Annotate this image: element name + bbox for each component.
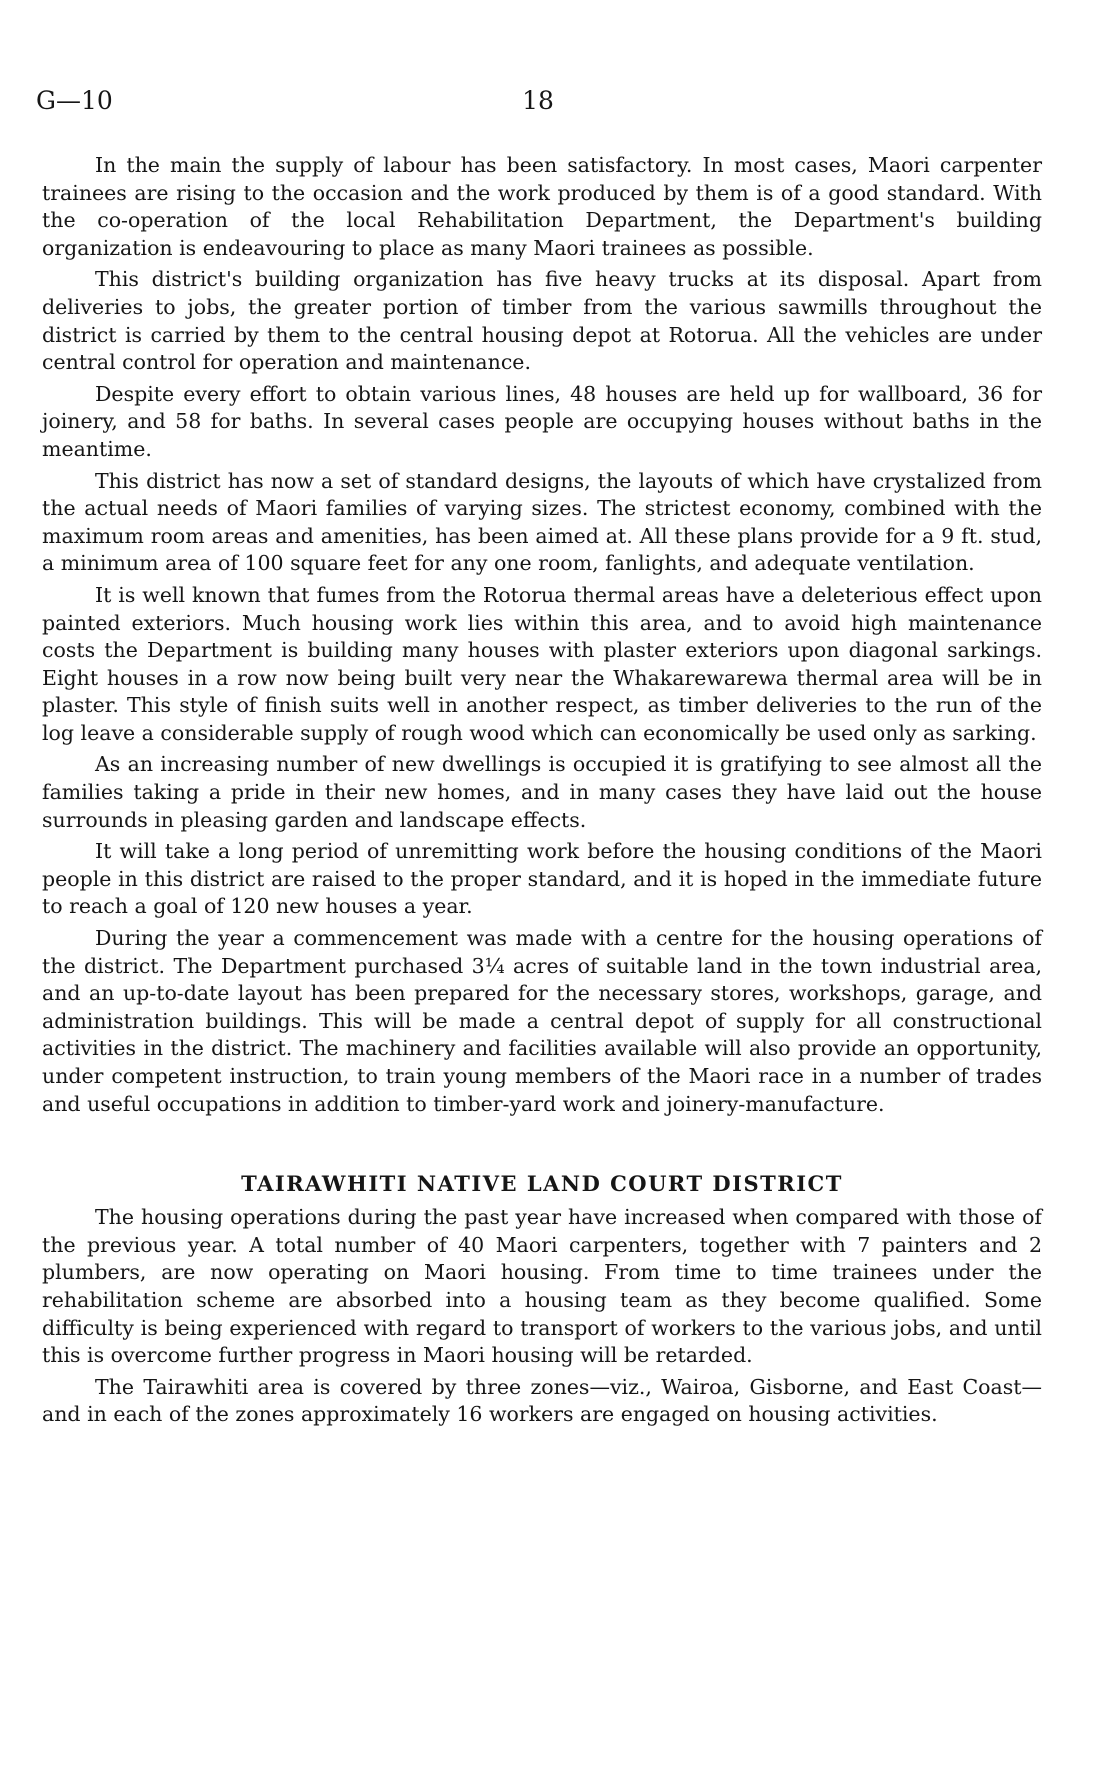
- paragraph-housing-goal: It will take a long period of unremitting work before the housing conditions of the Maori people in this district are raised to the proper standard, and it is hoped in the immediate future to reach a goal of 120 new houses a year.: [42, 839, 1042, 919]
- paragraph-family-pride: As an increasing number of new dwellings is occupied it is gratifying to see almost all the families taking a pride in their new homes, and in many cases they have laid out the house surrounds in pleasing garden and landscape effects.: [42, 752, 1042, 832]
- paragraph-houses-held-up: Despite every effort to obtain various lines, 48 houses are held up for wallboard, 36 for joinery, and 58 for baths. In several cases people are occupying houses without baths in the meantime.: [42, 381, 1042, 461]
- paragraph-tairawhiti-zones: The Tairawhiti area is covered by three zones—viz., Wairoa, Gisborne, and East Coast—and in each of the zones approximately 16 workers are engaged on housing activities.: [42, 1374, 1042, 1427]
- paragraph-housing-centre: During the year a commencement was made with a centre for the housing operations of the district. The Department purchased 3¼ acres of suitable land in the town industrial area, and an up-to-date layout has been prepared for the necessary stores, workshops, garage, and administration buildings. This will be made a central depot of supply for all constructional activities in the district. The machinery and facilities available will also provide an opportunity, under competent instruction, to train young members of the Maori race in a number of trades and useful occupations in addition to timber-yard work and joinery-manufacture.: [42, 926, 1042, 1116]
- paragraph-standard-designs: This district has now a set of standard designs, the layouts of which have crystalized from the actual needs of Maori families of varying sizes. The strictest economy, combined with the maximum room areas and amenities, has been aimed at. All these plans provide for a 9 ft. stud, a minimum area of 100 square feet for any one room, fanlights, and adequate ventilation.: [42, 468, 1042, 576]
- paragraph-thermal-fumes: It is well known that fumes from the Rotorua thermal areas have a deleterious effect upon painted exteriors. Much housing work lies within this area, and to avoid high maintenance costs the Department is building many houses with plaster exteriors upon diagonal sarkings. Eight houses in a row now being built very near the Whakarewarewa thermal area will be in plaster. This style of finish suits well in another respect, as timber deliveries to the run of the log leave a considerable supply of rough wood which can economically be used only as sarking.: [42, 582, 1042, 745]
- section-heading: TAIRAWHITI NATIVE LAND COURT DISTRICT: [241, 1171, 843, 1197]
- paragraph-tairawhiti-operations: The housing operations during the past year have increased when compared with those of the previous year. A total number of 40 Maori carpenters, together with 7 painters and 2 plumbers, are now operating on Maori housing. From time to time trainees under the rehabilitation scheme are absorbed into a housing team as they become qualified. Some difficulty is being experienced with regard to transport of workers to the various jobs, and until this is overcome further progress in Maori housing will be retarded.: [42, 1205, 1042, 1368]
- paragraph-labour-supply: In the main the supply of labour has been satisfactory. In most cases, Maori carpenter trainees are rising to the occasion and the work produced by them is of a good standard. With the co-operation of the local Rehabilitation Department, the Department's building organization is endeavouring to place as many Maori trainees as possible.: [42, 153, 1042, 260]
- paragraph-heavy-trucks: This district's building organization has five heavy trucks at its disposal. Apart from deliveries to jobs, the greater portion of timber from the various sawmills throughout the district is carried by them to the central housing depot at Rotorua. All the vehicles are under central control for operation and maintenance.: [42, 267, 1042, 375]
- page-number: 18: [522, 86, 554, 115]
- document-reference: G—10: [36, 86, 113, 115]
- body-text: [42, 152, 1042, 1433]
- page-header: [36, 86, 1040, 122]
